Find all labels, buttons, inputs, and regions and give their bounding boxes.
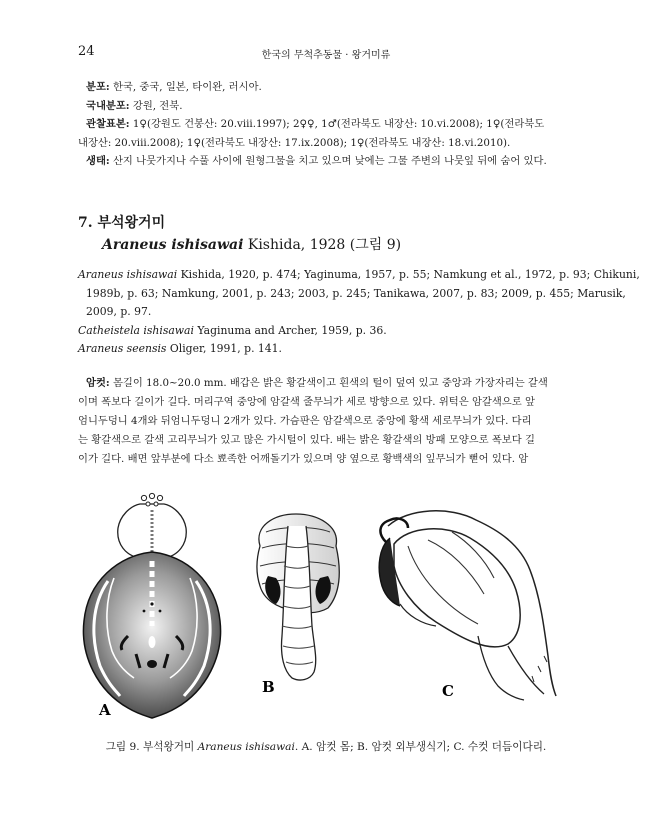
- figure-label-c: C: [442, 682, 454, 700]
- specimens-line: [78, 115, 574, 134]
- description-line: 는 황갈색으로 갈색 고리무늬가 있고 많은 가시털이 있다. 배는 밝은 황갈색의 방패 모양으로 폭보다 길: [78, 434, 535, 446]
- synonym-taxon: Araneus seensis: [78, 342, 167, 356]
- running-title: 한국의 무척추동물 · 왕거미류: [261, 50, 391, 61]
- description-block: [78, 374, 574, 469]
- synonym-line: [78, 322, 582, 341]
- description-line: 엄니두덩니 4개와 뒤엄니두덩니 2개가 있다. 가슴판은 암갈색으로 중앙에 황색 세로무늬가 있다. 다리: [78, 415, 532, 427]
- caption-taxon: Araneus ishisawai: [197, 741, 295, 753]
- specimens-line-2: 내장산: 20.viii.2008); 1♀(전라북도 내장산: 17.ix.2008); 1♀(전라북도 내장산: 18.vi.2010).: [78, 136, 511, 149]
- synonym-refs: Yaginuma and Archer, 1959, p. 36.: [193, 323, 387, 337]
- synonym-refs: Kishida, 1920, p. 474; Yaginuma, 1957, p. 55; Namkung et al., 1972, p. 93; Chikuni,: [177, 268, 640, 281]
- distribution-block: [78, 78, 574, 171]
- figure-9: [78, 486, 578, 726]
- species-scientific-name: [78, 234, 401, 256]
- synonym-line: [78, 266, 640, 285]
- range-text: 한국, 중국, 일본, 타이완, 러시아.: [109, 81, 262, 93]
- domestic-label: 국내분포:: [86, 99, 130, 112]
- female-epigyne-drawing: [257, 514, 339, 680]
- description-line: 이가 길다. 배면 앞부분에 다소 뾰족한 어깨돌기가 있으며 양 옆으로 황백색의 잎무늬가 뻗어 있다. 암: [78, 453, 529, 465]
- description-line: [78, 374, 574, 393]
- synonym-refs: 1989b, p. 63; Namkung, 2001, p. 243; 2003, p. 245; Tanikawa, 2007, p. 83; 2009, p. 455; Marusik,: [86, 286, 626, 300]
- ecology-label: 생태:: [86, 155, 110, 168]
- description-text: 몸길이 18.0~20.0 mm. 배갑은 밝은 황갈색이고 흰색의 털이 덮여 있고 중앙과 가장자리는 갈색: [109, 377, 548, 389]
- ecology-line: [78, 152, 574, 171]
- species-korean-name: 7. 부석왕거미: [78, 215, 166, 231]
- male-palp-drawing: [379, 511, 556, 700]
- figure-illustration: [78, 486, 578, 726]
- caption-prefix: 그림 9. 부석왕거미: [105, 741, 198, 753]
- figure-label-b: B: [262, 678, 275, 696]
- synonym-list: [78, 266, 640, 359]
- female-body-drawing: [83, 493, 220, 718]
- synonym-taxon: Araneus ishisawai: [78, 268, 178, 281]
- caption-suffix: . A. 암컷 몸; B. 암컷 외부생식기; C. 수컷 더듬이다리.: [294, 741, 547, 753]
- synonym-taxon: Catheistela ishisawai: [78, 323, 194, 337]
- species-binomial: Araneus ishisawai: [102, 237, 244, 253]
- range-label: 분포:: [86, 81, 110, 93]
- species-heading: [78, 212, 401, 256]
- domestic-line: [78, 97, 574, 116]
- specimens-label: 관찰표본:: [86, 118, 130, 131]
- synonym-line: [78, 285, 626, 304]
- description-line: 이며 폭보다 길이가 길다. 머리구역 중앙에 암갈색 줄무늬가 세로 방향으로 있다. 위턱은 암갈색으로 앞: [78, 396, 535, 408]
- synonym-line: [78, 303, 582, 322]
- ecology-text: 산지 나뭇가지나 수풀 사이에 원형그물을 치고 있으며 낮에는 그물 주변의 나뭇잎 뒤에 숨어 있다.: [109, 155, 547, 168]
- domestic-text: 강원, 전북.: [129, 99, 183, 112]
- synonym-refs: 2009, p. 97.: [86, 305, 152, 319]
- description-label: 암컷:: [86, 377, 110, 389]
- species-author: Kishida, 1928 (그림 9): [243, 237, 402, 253]
- range-line: [78, 78, 574, 97]
- synonym-line: [78, 340, 582, 359]
- page-number: 24: [78, 44, 95, 59]
- figure-caption: [0, 739, 652, 754]
- specimens-text-1: 1♀(강원도 건봉산: 20.viii.1997); 2♀♀, 1♂(전라북도 내장산: 10.vi.2008); 1♀(전라북도: [129, 118, 545, 131]
- figure-label-a: A: [99, 701, 111, 719]
- synonym-refs: Oliger, 1991, p. 141.: [166, 342, 282, 356]
